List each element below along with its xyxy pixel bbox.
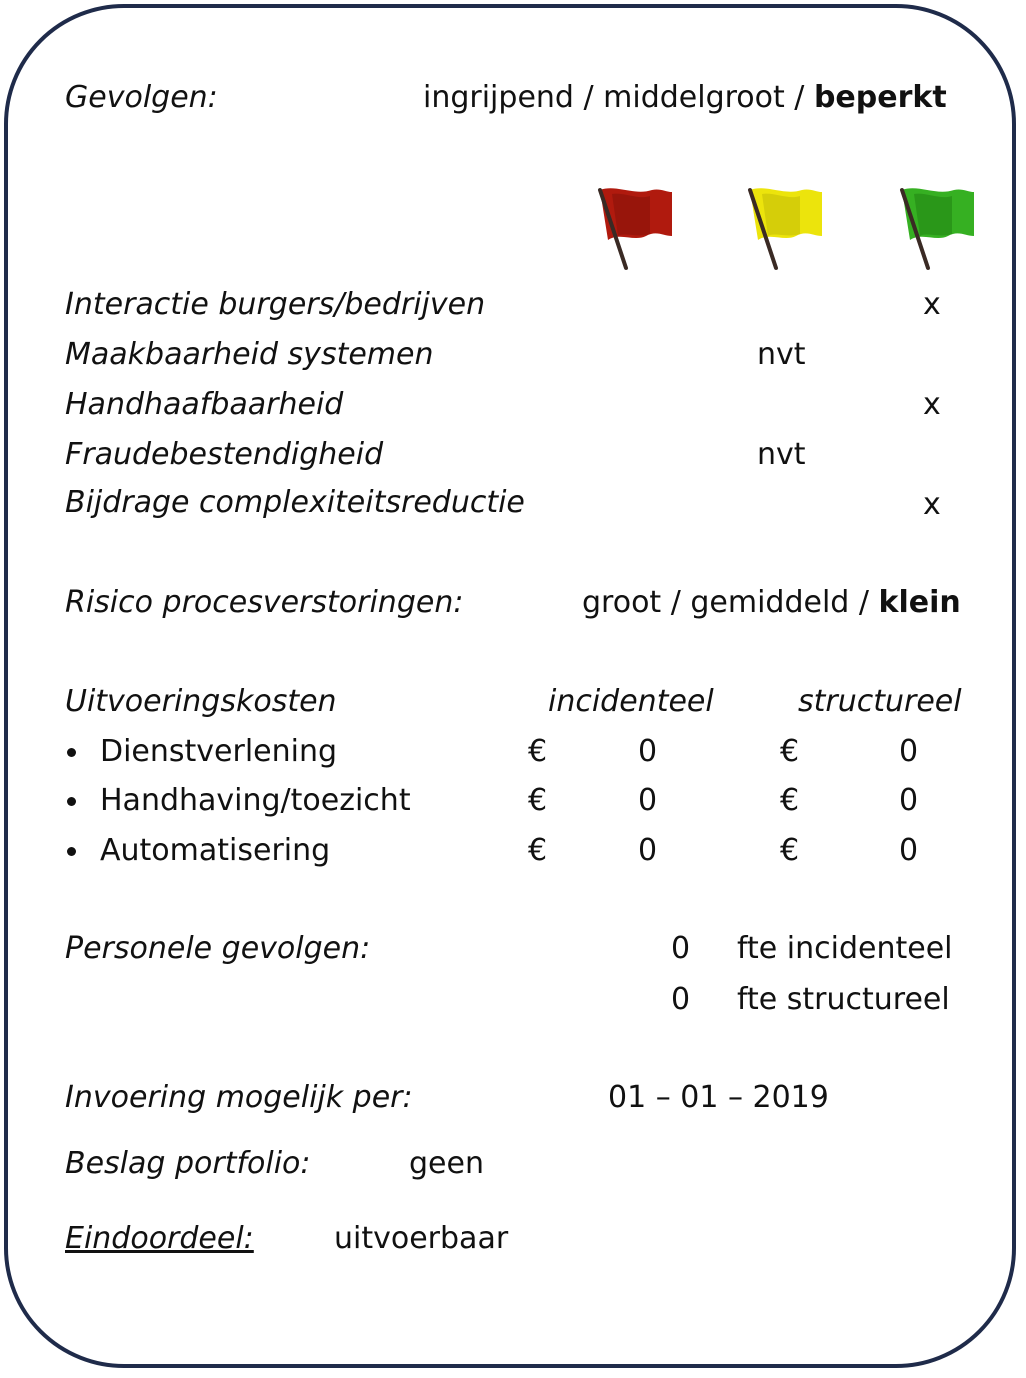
currency-symbol: € [780, 734, 800, 769]
criteria-value: x [923, 287, 941, 322]
gevolgen-options-text: ingrijpend / middelgroot / [423, 80, 814, 115]
personeel-structureel-value: 0 [671, 982, 691, 1017]
gevolgen-label: Gevolgen: [65, 80, 218, 115]
kosten-incidenteel-value: 0 [638, 734, 658, 769]
invoering-label: Invoering mogelijk per: [65, 1080, 413, 1115]
bullet-icon [67, 847, 76, 856]
kosten-structureel-value: 0 [899, 734, 919, 769]
bullet-icon [67, 748, 76, 757]
currency-symbol: € [528, 734, 548, 769]
risico-options [582, 585, 961, 621]
invoering-date: 01 – 01 – 2019 [608, 1080, 829, 1115]
eindoordeel-value: uitvoerbaar [334, 1221, 509, 1256]
kosten-row-label: Handhaving/toezicht [100, 783, 411, 818]
currency-symbol: € [780, 833, 800, 868]
gevolgen-options [423, 80, 947, 116]
criteria-value: x [923, 487, 941, 522]
criteria-label: Fraudebestendigheid [65, 437, 384, 472]
criteria-value: nvt [757, 437, 806, 472]
kosten-incidenteel-value: 0 [638, 783, 658, 818]
criteria-label: Handhaafbaarheid [65, 387, 344, 422]
criteria-value: nvt [757, 337, 806, 372]
kosten-col-incidenteel: incidenteel [548, 684, 714, 719]
beslag-label: Beslag portfolio: [65, 1146, 311, 1181]
personeel-label: Personele gevolgen: [65, 931, 371, 966]
personeel-incidenteel-unit: fte incidenteel [737, 931, 953, 966]
personeel-incidenteel-value: 0 [671, 931, 691, 966]
beslag-value: geen [409, 1146, 484, 1181]
criteria-label: Interactie burgers/bedrijven [65, 287, 486, 322]
kosten-col-structureel: structureel [798, 684, 962, 719]
yellow-flag-icon [744, 184, 828, 272]
green-flag-icon [896, 184, 980, 272]
gevolgen-selected: beperkt [813, 80, 947, 115]
kosten-structureel-value: 0 [899, 833, 919, 868]
risico-label: Risico procesverstoringen: [65, 585, 464, 620]
kosten-row-label: Dienstverlening [100, 734, 338, 769]
red-flag-icon [594, 184, 678, 272]
risico-selected: klein [878, 585, 961, 620]
bullet-icon [67, 797, 76, 806]
criteria-label: Bijdrage complexiteitsreductie [65, 485, 525, 520]
kosten-incidenteel-value: 0 [638, 833, 658, 868]
eindoordeel-label: Eindoordeel: [65, 1221, 254, 1256]
kosten-structureel-value: 0 [899, 783, 919, 818]
criteria-label: Maakbaarheid systemen [65, 337, 434, 372]
kosten-label: Uitvoeringskosten [65, 684, 337, 719]
personeel-structureel-unit: fte structureel [737, 982, 950, 1017]
currency-symbol: € [780, 783, 800, 818]
kosten-row-label: Automatisering [100, 833, 331, 868]
criteria-value: x [923, 387, 941, 422]
risico-options-text: groot / gemiddeld / [582, 585, 879, 620]
currency-symbol: € [528, 783, 548, 818]
currency-symbol: € [528, 833, 548, 868]
